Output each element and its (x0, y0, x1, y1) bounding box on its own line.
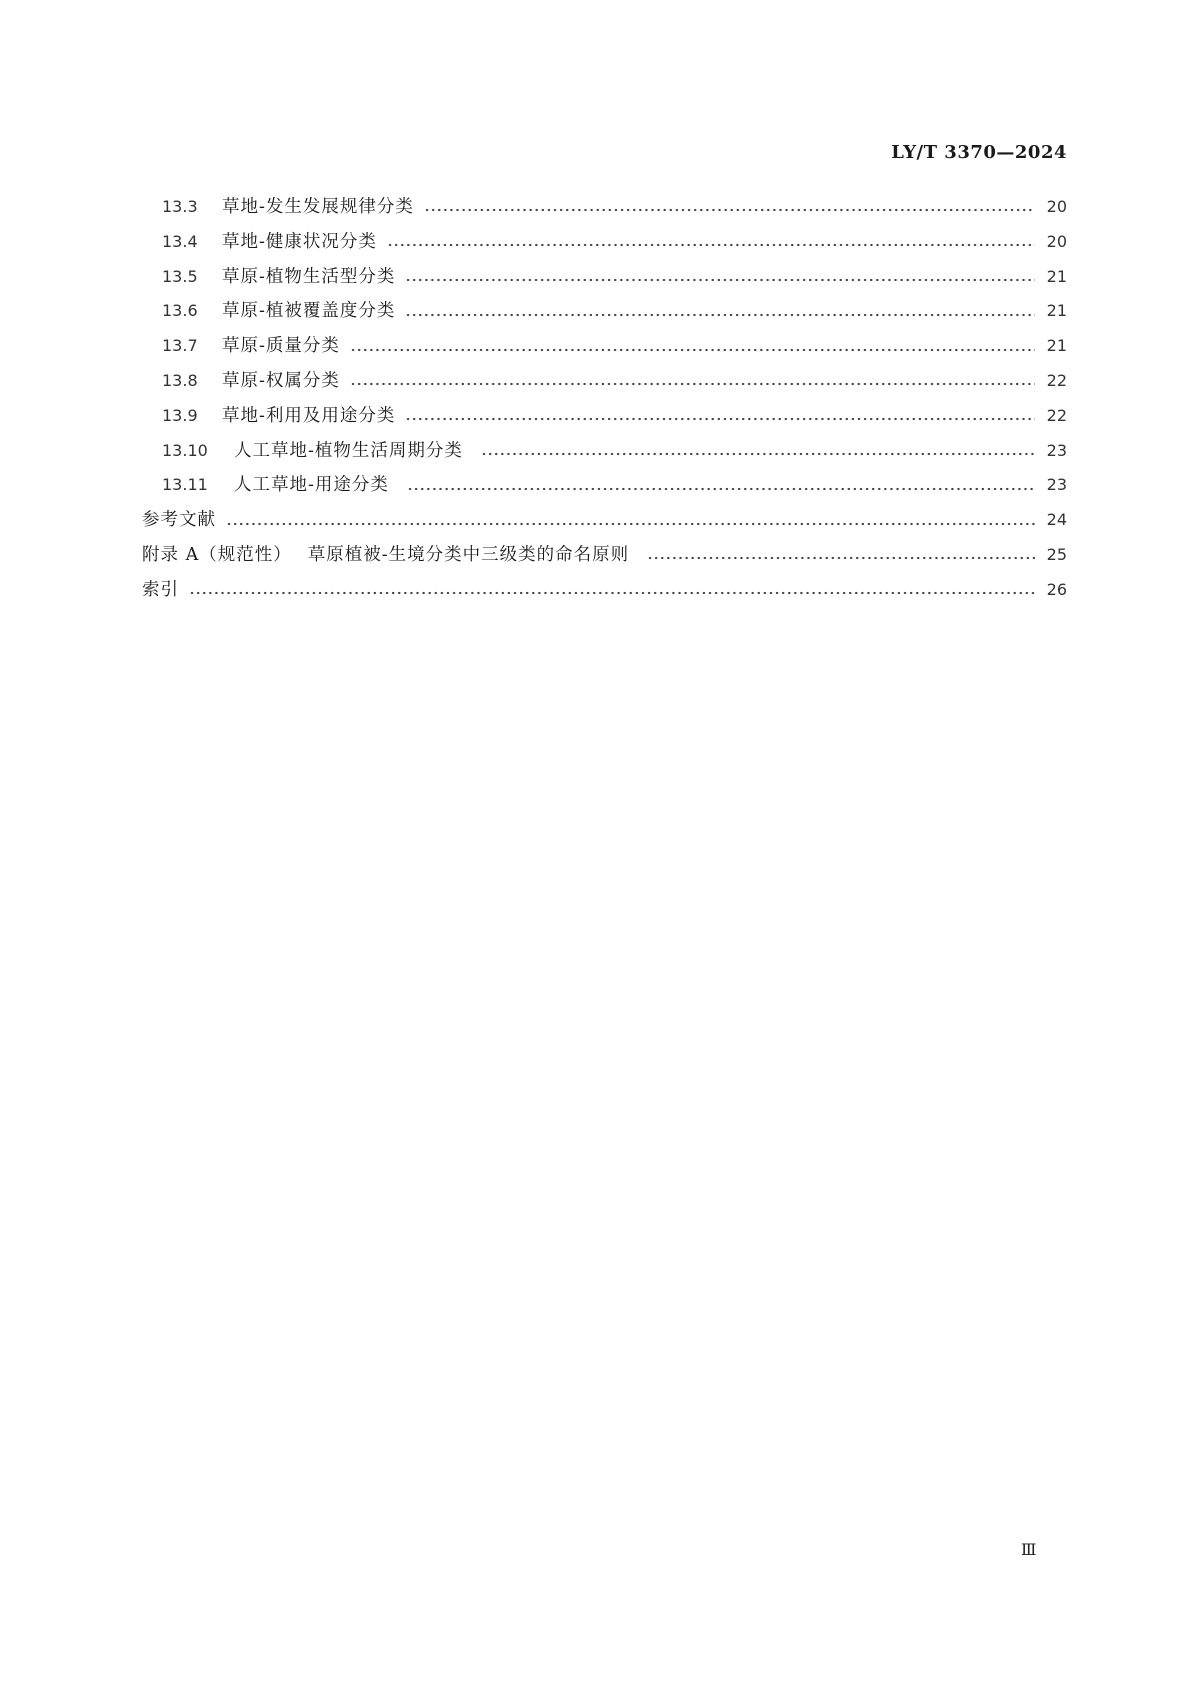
dot-leader (481, 452, 1035, 456)
toc-entry-title: 草原-植被覆盖度分类 (222, 301, 396, 322)
dot-leader (405, 313, 1035, 317)
toc-entry-13-3[interactable] (0, 190, 1191, 225)
toc-entry-index[interactable] (0, 573, 1191, 608)
toc-entry-title: 草地-健康状况分类 (222, 231, 377, 252)
page-folio: Ⅲ (1021, 1540, 1037, 1559)
toc-entry-references[interactable] (0, 503, 1191, 538)
toc-entry-title: 草原-权属分类 (222, 370, 340, 391)
toc-entry-page: 23 (1046, 475, 1067, 495)
toc-entry-title: 草地-利用及用途分类 (222, 405, 396, 426)
toc-entry-number: 13.11 (162, 475, 208, 495)
dot-leader (226, 522, 1035, 526)
toc-entry-title: 索引 (142, 579, 179, 600)
dot-leader (350, 382, 1035, 386)
toc-entry-title: 人工草地-植物生活周期分类 (234, 440, 463, 461)
toc-entry-13-10[interactable] (0, 434, 1191, 469)
toc-entry-page: 26 (1046, 579, 1067, 599)
toc-entry-title: 草地-发生发展规律分类 (222, 197, 414, 217)
toc-entry-title: 草原植被-生境分类中三级类的命名原则 (307, 544, 630, 565)
toc-entry-title: 草原-质量分类 (222, 336, 340, 357)
toc-entry-page: 20 (1046, 197, 1067, 216)
toc-entry-number: 13.8 (162, 370, 198, 390)
toc-entry-number: 13.3 (162, 197, 198, 216)
toc-entry-page: 20 (1046, 231, 1067, 251)
toc-entry-page: 21 (1046, 266, 1067, 286)
toc-entry-page: 22 (1046, 405, 1067, 425)
dot-leader (405, 278, 1035, 282)
dot-leader (407, 487, 1035, 491)
toc-entry-page: 21 (1046, 301, 1067, 321)
toc-entry-appendix-a[interactable] (0, 538, 1191, 573)
toc-entry-number: 13.5 (162, 266, 198, 286)
toc-entry-page: 21 (1046, 336, 1067, 356)
dot-leader (387, 243, 1035, 247)
toc-entry-number: 13.7 (162, 336, 198, 356)
dot-leader (424, 208, 1035, 212)
toc-entry-13-4[interactable] (0, 225, 1191, 260)
toc-entry-13-5[interactable] (0, 260, 1191, 295)
toc-entry-13-8[interactable] (0, 364, 1191, 399)
toc-entry-title: 人工草地-用途分类 (234, 475, 389, 496)
toc-entry-number: 13.9 (162, 405, 198, 425)
toc-entry-number: 13.4 (162, 231, 198, 251)
dot-leader (350, 348, 1035, 352)
toc-entry-page: 23 (1046, 440, 1067, 460)
toc-entry-number: 13.10 (162, 440, 208, 460)
toc-entry-title: 草原-植物生活型分类 (222, 266, 396, 287)
dot-leader (189, 591, 1035, 595)
toc-entry-13-9[interactable] (0, 399, 1191, 434)
dot-leader (647, 556, 1035, 560)
toc-entry-13-11[interactable] (0, 468, 1191, 503)
table-of-contents (0, 190, 1191, 608)
toc-entry-13-6[interactable] (0, 294, 1191, 329)
toc-entry-13-7[interactable] (0, 329, 1191, 364)
toc-entry-page: 25 (1046, 544, 1067, 564)
toc-entry-page: 24 (1046, 510, 1067, 530)
standard-code-header: LY/T 3370—2024 (891, 142, 1067, 163)
toc-entry-title-wrapper (142, 538, 629, 573)
toc-entry-page: 22 (1046, 370, 1067, 390)
toc-entry-number: 13.6 (162, 301, 198, 321)
appendix-label: 附录 A（规范性） (142, 544, 292, 565)
dot-leader (405, 417, 1035, 421)
toc-entry-title: 参考文献 (142, 510, 216, 531)
